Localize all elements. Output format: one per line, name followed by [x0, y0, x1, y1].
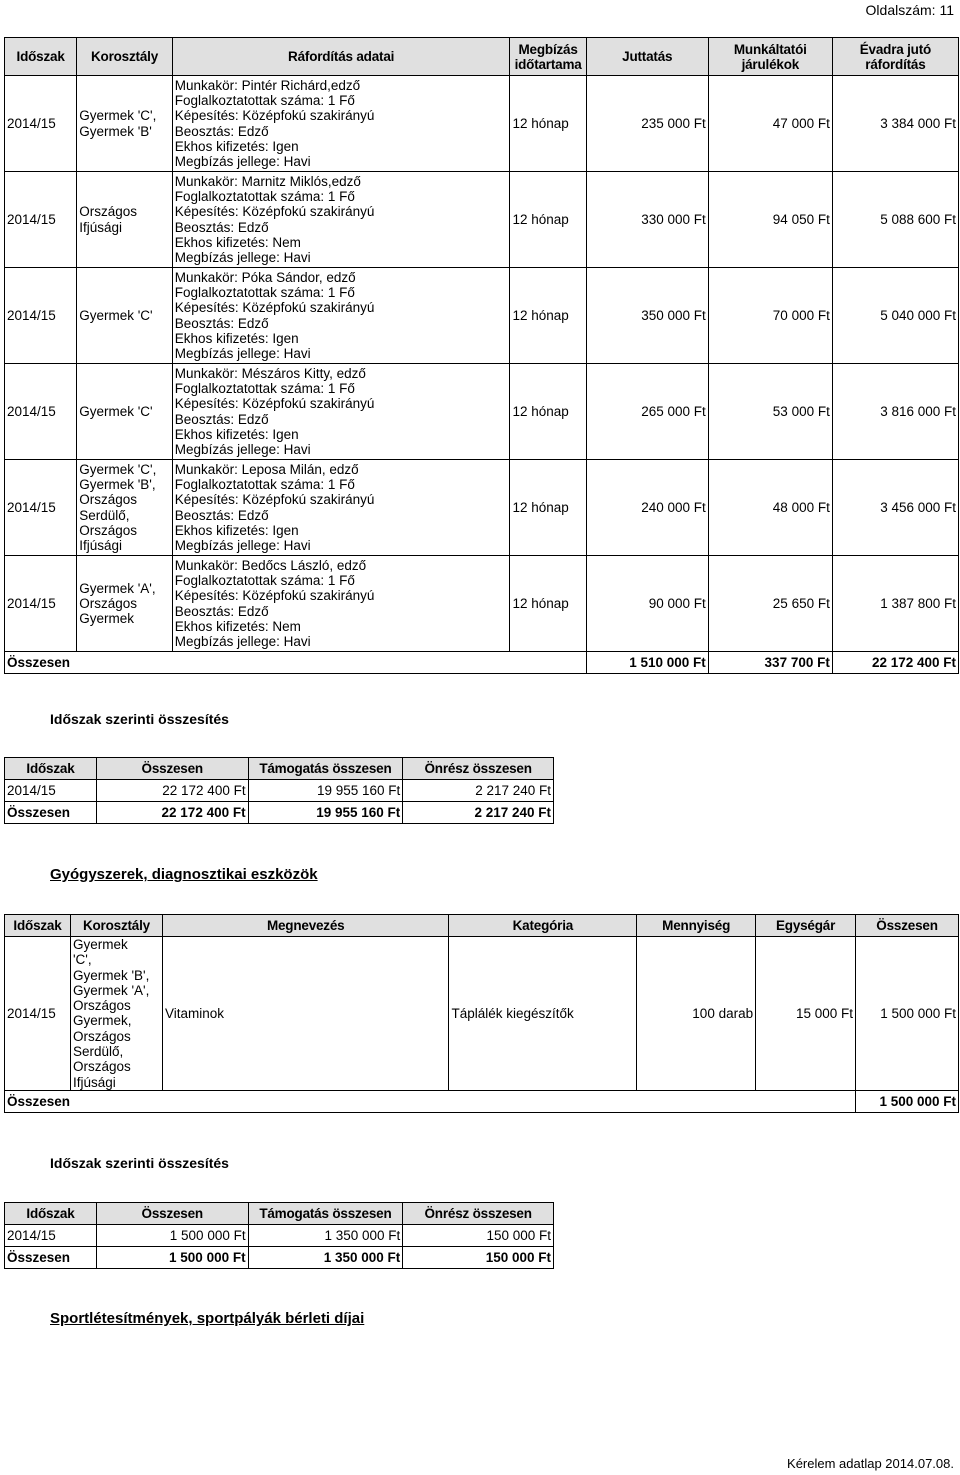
age-group-line: Gyermek 'C': [79, 403, 153, 419]
med-header-quantity: Mennyiség: [637, 915, 756, 937]
detail-line: Beosztás: Edző: [174, 315, 269, 331]
detail-line: Foglalkoztatottak száma: 1 Fő: [174, 188, 355, 204]
detail-line: Megbízás jellege: Havi: [174, 250, 311, 266]
contrib-cell: 25 650 Ft: [708, 556, 832, 652]
table-row: [5, 460, 959, 556]
age-group-line: Gyermek 'C',: [79, 108, 157, 124]
detail-line: Munkakör: Marnitz Miklós,edző: [174, 173, 361, 189]
summary2-header-own: Önrész összesen: [403, 1203, 554, 1225]
summary2-total-cell: Összesen: [5, 1247, 97, 1269]
summary2-cell: 2014/15: [5, 1225, 97, 1247]
age-group-cell: [77, 460, 173, 556]
med-age-line: Gyermek 'A',: [72, 982, 150, 998]
med-header-name: Megnevezés: [162, 915, 449, 937]
detail-line: Megbízás jellege: Havi: [174, 538, 311, 554]
summary2-header-period: Időszak: [5, 1203, 97, 1225]
duration-cell: 12 hónap: [510, 76, 586, 172]
cost-details-cell: [172, 172, 510, 268]
detail-line: Megbízás jellege: Havi: [174, 442, 311, 458]
age-group-line: Országos: [79, 522, 137, 538]
season-cost-cell: 3 384 000 Ft: [832, 76, 958, 172]
header-benefit: Juttatás: [586, 38, 708, 76]
season-cost-cell: 5 040 000 Ft: [832, 268, 958, 364]
med-age-line: Gyermek,: [72, 1013, 132, 1029]
summary2-cell: 1 350 000 Ft: [248, 1225, 403, 1247]
contrib-cell: 94 050 Ft: [708, 172, 832, 268]
total-contrib: 337 700 Ft: [708, 652, 832, 674]
period-cell: 2014/15: [5, 268, 77, 364]
cost-details-cell: [172, 268, 510, 364]
duration-cell: 12 hónap: [510, 268, 586, 364]
total-benefit: 1 510 000 Ft: [586, 652, 708, 674]
benefit-cell: 330 000 Ft: [586, 172, 708, 268]
duration-cell: 12 hónap: [510, 172, 586, 268]
med-name: Vitaminok: [162, 937, 449, 1091]
med-category: Táplálék kiegészítők: [449, 937, 637, 1091]
benefit-cell: 350 000 Ft: [586, 268, 708, 364]
age-group-line: Gyermek 'A',: [79, 580, 156, 596]
age-group-cell: [77, 556, 173, 652]
age-group-line: Országos: [79, 595, 137, 611]
summary-total-cell: 19 955 160 Ft: [248, 802, 403, 824]
summary2-header-total: Összesen: [96, 1203, 248, 1225]
age-group-line: Gyermek 'C': [79, 307, 153, 323]
period-cell: 2014/15: [5, 556, 77, 652]
header-season-cost: Évadra jutó ráfordítás: [832, 38, 958, 76]
med-quantity: 100 darab: [637, 937, 756, 1091]
summary2-total-cell: 1 350 000 Ft: [248, 1247, 403, 1269]
detail-line: Beosztás: Edző: [174, 603, 269, 619]
season-cost-cell: 1 387 800 Ft: [832, 556, 958, 652]
detail-line: Ekhos kifizetés: Igen: [174, 138, 299, 154]
period-summary-table-2: [4, 1202, 554, 1269]
period-cell: 2014/15: [5, 76, 77, 172]
med-age-line: Országos: [72, 998, 131, 1014]
table-row: [5, 172, 959, 268]
detail-line: Beosztás: Edző: [174, 411, 269, 427]
contrib-cell: 48 000 Ft: [708, 460, 832, 556]
age-group-line: Ifjúsági: [79, 538, 122, 554]
detail-line: Beosztás: Edző: [174, 507, 269, 523]
summary-cell: 2 217 240 Ft: [403, 780, 554, 802]
detail-line: Képesítés: Középfokú szakirányú: [174, 492, 375, 508]
summary-cell: 22 172 400 Ft: [96, 780, 248, 802]
detail-line: Ekhos kifizetés: Igen: [174, 330, 299, 346]
header-age-group: Korosztály: [77, 38, 173, 76]
detail-line: Képesítés: Középfokú szakirányú: [174, 396, 375, 412]
med-unit-price: 15 000 Ft: [756, 937, 856, 1091]
total-season-cost: 22 172 400 Ft: [832, 652, 958, 674]
age-group-cell: [77, 364, 173, 460]
summary-cell: 19 955 160 Ft: [248, 780, 403, 802]
summary2-total-cell: 150 000 Ft: [403, 1247, 554, 1269]
summary2-header-support: Támogatás összesen: [248, 1203, 403, 1225]
detail-line: Munkakör: Póka Sándor, edző: [174, 269, 356, 285]
detail-line: Megbízás jellege: Havi: [174, 346, 311, 362]
summary-header-period: Időszak: [5, 758, 97, 780]
detail-line: Képesítés: Középfokú szakirányú: [174, 108, 375, 124]
detail-line: Képesítés: Középfokú szakirányú: [174, 204, 375, 220]
med-header-category: Kategória: [449, 915, 637, 937]
detail-line: Foglalkoztatottak száma: 1 Fő: [174, 92, 355, 108]
detail-line: Munkakör: Bedőcs László, edző: [174, 557, 367, 573]
table-row: [5, 268, 959, 364]
summary-total-cell: 2 217 240 Ft: [403, 802, 554, 824]
summary2-cell: 150 000 Ft: [403, 1225, 554, 1247]
total-label: Összesen: [5, 652, 587, 674]
detail-line: Foglalkoztatottak száma: 1 Fő: [174, 380, 355, 396]
season-cost-cell: 3 816 000 Ft: [832, 364, 958, 460]
summary-total-cell: 22 172 400 Ft: [96, 802, 248, 824]
detail-line: Munkakör: Leposa Milán, edző: [174, 461, 359, 477]
detail-line: Beosztás: Edző: [174, 219, 269, 235]
detail-line: Beosztás: Edző: [174, 123, 269, 139]
detail-line: Munkakör: Pintér Richárd,edző: [174, 77, 361, 93]
period-summary-table: [4, 757, 554, 824]
medicines-table: [4, 914, 959, 1113]
med-header-total: Összesen: [856, 915, 959, 937]
personnel-cost-table: [4, 37, 959, 674]
med-age-group: [70, 937, 162, 1091]
age-group-line: Országos: [79, 204, 137, 220]
med-age-line: Országos: [72, 1028, 131, 1044]
section-title-medicines: Gyógyszerek, diagnosztikai eszközök: [50, 866, 318, 883]
age-group-line: Gyermek 'B': [79, 123, 152, 139]
med-age-line: Ifjúsági: [72, 1074, 116, 1090]
med-total: 1 500 000 Ft: [856, 937, 959, 1091]
period-cell: 2014/15: [5, 364, 77, 460]
detail-line: Foglalkoztatottak száma: 1 Fő: [174, 476, 355, 492]
benefit-cell: 235 000 Ft: [586, 76, 708, 172]
cost-details-cell: [172, 460, 510, 556]
cost-details-cell: [172, 556, 510, 652]
duration-cell: 12 hónap: [510, 460, 586, 556]
season-cost-cell: 5 088 600 Ft: [832, 172, 958, 268]
detail-line: Munkakör: Mészáros Kitty, edző: [174, 365, 366, 381]
detail-line: Képesítés: Középfokú szakirányú: [174, 300, 375, 316]
summary-header-own: Önrész összesen: [403, 758, 554, 780]
summary2-total-cell: 1 500 000 Ft: [96, 1247, 248, 1269]
age-group-cell: [77, 172, 173, 268]
contrib-cell: 47 000 Ft: [708, 76, 832, 172]
season-cost-cell: 3 456 000 Ft: [832, 460, 958, 556]
med-period: 2014/15: [5, 937, 71, 1091]
age-group-line: Gyermek 'C',: [79, 461, 157, 477]
benefit-cell: 265 000 Ft: [586, 364, 708, 460]
benefit-cell: 90 000 Ft: [586, 556, 708, 652]
detail-line: Képesítés: Középfokú szakirányú: [174, 588, 375, 604]
detail-line: Ekhos kifizetés: Nem: [174, 234, 301, 250]
med-age-line: Gyermek 'B',: [72, 967, 150, 983]
med-header-unit-price: Egységár: [756, 915, 856, 937]
detail-line: Megbízás jellege: Havi: [174, 634, 311, 650]
med-total-label: Összesen: [5, 1090, 856, 1112]
med-age-line: Serdülő,: [72, 1044, 124, 1060]
summary-title: Időszak szerinti összesítés: [50, 711, 229, 727]
med-age-line: 'C',: [72, 952, 92, 968]
age-group-cell: [77, 76, 173, 172]
section-title-facilities: Sportlétesítmények, sportpályák bérleti díjai: [50, 1310, 365, 1327]
page-footer: Kérelem adatlap 2014.07.08.: [787, 1456, 954, 1471]
age-group-line: Gyermek: [79, 611, 134, 627]
page-number: Oldalszám: 11: [865, 2, 954, 18]
header-cost-details: Ráfordítás adatai: [172, 38, 510, 76]
table-row: [5, 364, 959, 460]
detail-line: Ekhos kifizetés: Nem: [174, 618, 301, 634]
duration-cell: 12 hónap: [510, 556, 586, 652]
contrib-cell: 53 000 Ft: [708, 364, 832, 460]
summary-header-support: Támogatás összesen: [248, 758, 403, 780]
period-cell: 2014/15: [5, 172, 77, 268]
header-duration: Megbízás időtartama: [510, 38, 586, 76]
summary-cell: 2014/15: [5, 780, 97, 802]
summary-total-cell: Összesen: [5, 802, 97, 824]
detail-line: Foglalkoztatottak száma: 1 Fő: [174, 284, 355, 300]
med-total-value: 1 500 000 Ft: [856, 1090, 959, 1112]
age-group-line: Gyermek 'B',: [79, 476, 156, 492]
age-group-line: Ifjúsági: [79, 219, 122, 235]
age-group-line: Serdülő,: [79, 507, 130, 523]
cost-details-cell: [172, 364, 510, 460]
duration-cell: 12 hónap: [510, 364, 586, 460]
header-employer-contrib: Munkáltatói járulékok: [708, 38, 832, 76]
med-header-period: Időszak: [5, 915, 71, 937]
cost-details-cell: [172, 76, 510, 172]
med-header-age: Korosztály: [70, 915, 162, 937]
summary2-cell: 1 500 000 Ft: [96, 1225, 248, 1247]
header-period: Időszak: [5, 38, 77, 76]
detail-line: Megbízás jellege: Havi: [174, 154, 311, 170]
med-age-line: Országos: [72, 1059, 131, 1075]
age-group-cell: [77, 268, 173, 364]
detail-line: Ekhos kifizetés: Igen: [174, 522, 299, 538]
period-cell: 2014/15: [5, 460, 77, 556]
contrib-cell: 70 000 Ft: [708, 268, 832, 364]
table-row: [5, 556, 959, 652]
detail-line: Ekhos kifizetés: Igen: [174, 426, 299, 442]
summary-header-total: Összesen: [96, 758, 248, 780]
detail-line: Foglalkoztatottak száma: 1 Fő: [174, 572, 355, 588]
med-age-line: Gyermek: [72, 937, 128, 952]
summary-title-2: Időszak szerinti összesítés: [50, 1155, 229, 1171]
age-group-line: Országos: [79, 492, 137, 508]
table-row: [5, 76, 959, 172]
benefit-cell: 240 000 Ft: [586, 460, 708, 556]
